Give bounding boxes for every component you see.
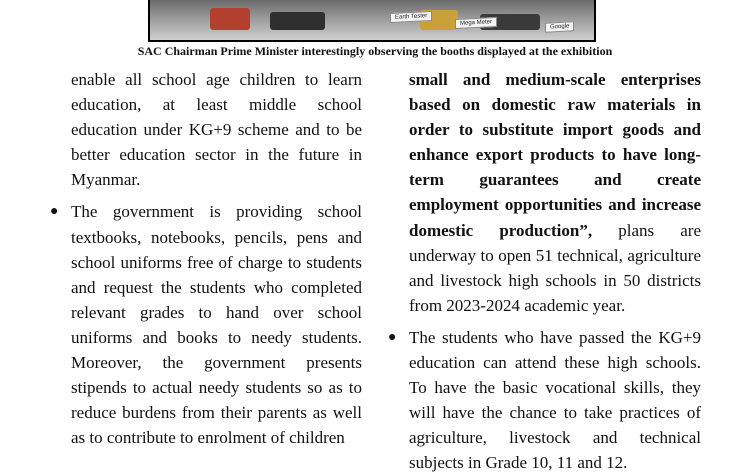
bullet-list [388,325,701,476]
right-column [388,67,702,476]
photo-label: Earth Tester [390,11,432,23]
photo-caption: SAC Chairman Prime Minister interestingly observing the booths displayed at the exhibition [137,44,613,58]
list-item [388,325,701,476]
left-column [50,67,362,450]
photo-label: Mega Meter [455,17,497,29]
photo-device [270,12,325,30]
quote-continuation: plans are underway to open 51 technical, agriculture and livestock high schools in 50 districts from 2023-2024 academic year. [409,220,702,315]
bullet-icon: ● [50,204,59,220]
bullet-text: The government is providing school textbooks, notebooks, pencils, pens and school uniforms free of charge to students and request the students who completed relevant grades to hand over school uniforms and books to needy students. Moreover, the government presents stipends to actual needy students so as to reduce burdens from their parents as well as to contribute to enrolment of children [71,202,362,448]
photo-device [210,8,250,30]
exhibition-photo [148,0,596,42]
body-paragraph: enable all school age children to learn education, at least middle school education under KG+9 scheme and to be better education sector in the future in Myanmar. [71,70,362,190]
photo-label: Google [545,21,574,33]
list-item [50,199,362,450]
bold-quote: small and medium-scale enterprises based on domestic raw materials in order to substitute import goods and enhance export products to have long-term guarantees and create employment opportunities and increase domestic production”, [409,70,701,240]
body-paragraph [409,67,701,318]
bullet-list [50,199,362,450]
bullet-text: The students who have passed the KG+9 education can attend these high schools. To have the basic vocational skills, they will have the chance to take practices of agriculture, livestock and technical subjects in Grade 10, 11 and 12. [409,327,701,473]
bullet-icon: ● [388,329,397,345]
